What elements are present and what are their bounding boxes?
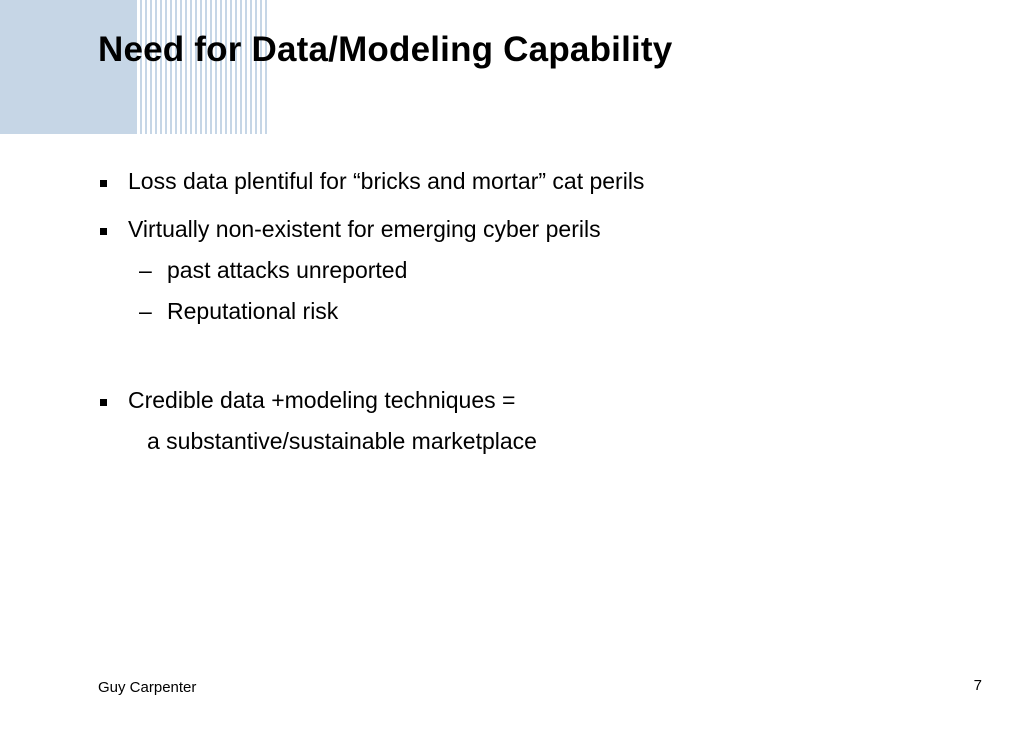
sub-bullet-marker: – (139, 257, 152, 283)
bullet-continuation: a substantive/sustainable marketplace (147, 428, 537, 454)
slide-title: Need for Data/Modeling Capability (98, 30, 673, 69)
footer-company: Guy Carpenter (98, 679, 197, 696)
bullet-text: Credible data +modeling techniques = (128, 387, 516, 413)
bullet-text: Loss data plentiful for “bricks and mortar” cat perils (128, 168, 645, 194)
bullet-text: Virtually non-existent for emerging cyber perils (128, 216, 601, 242)
sub-bullet-text: Reputational risk (167, 298, 339, 324)
bullet-marker (100, 180, 107, 187)
sub-bullet-text: past attacks unreported (167, 257, 408, 283)
page-number: 7 (973, 677, 982, 694)
sub-bullet-marker: – (139, 298, 152, 324)
bullet-marker (100, 228, 107, 235)
bullet-marker (100, 399, 107, 406)
